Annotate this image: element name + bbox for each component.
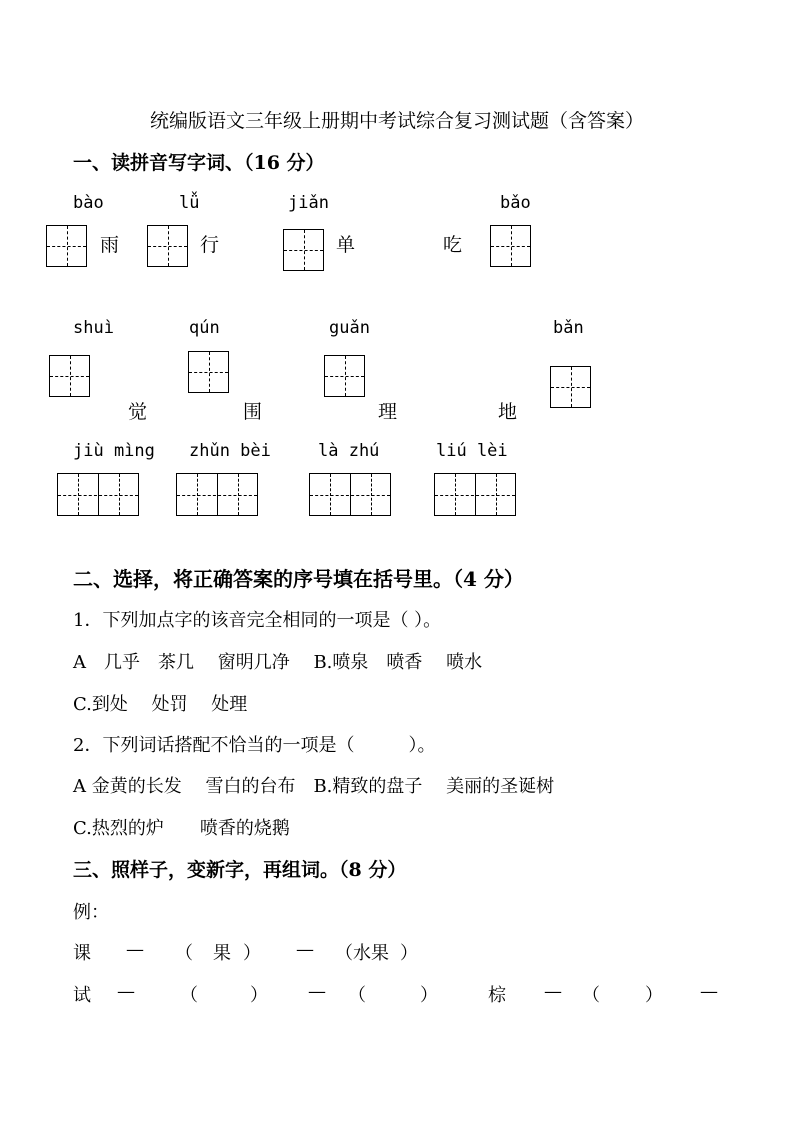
writing-box-double[interactable] [57,473,139,516]
question-2-options-ab: A 金黄的长发 雪白的台布 B.精致的盘子 美丽的圣诞树 [73,776,555,797]
writing-box[interactable] [324,355,365,397]
writing-box[interactable] [490,225,531,267]
dash: — [296,939,314,960]
char-xing: 行 [200,234,220,256]
pinyin-ban: bǎn [553,318,584,338]
writing-box-double[interactable] [309,473,391,516]
exercise-char-zong: 棕 [488,985,506,1006]
pinyin-shui: shuì [73,318,114,338]
pinyin-lazhu: là zhú [318,441,380,461]
writing-box[interactable] [49,355,90,397]
question-1: 1．下列加点字的该音完全相同的一项是（ ）。 [73,610,442,631]
char-yu: 雨 [100,234,120,256]
paren-close: ） [243,943,261,964]
section1-heading: 一、读拼音写字词、（16 分） [73,152,325,174]
pinyin-jiuming: jiù mìng [73,441,155,461]
answer-blank-close: ） [250,985,268,1006]
char-li: 理 [378,401,398,423]
section3-heading: 三、照样子，变新字，再组词。（8 分） [73,859,407,881]
answer-blank-close: ） [645,985,663,1006]
writing-box[interactable] [46,225,87,267]
dash: — [126,939,144,960]
dash: — [117,981,135,1002]
question-1-option-c: C.到处 处罚 处理 [73,694,248,715]
pinyin-lv: lǚ [179,193,200,213]
char-jue: 觉 [128,401,148,423]
question-2-option-c: C.热烈的炉 喷香的烧鹅 [73,818,290,839]
writing-box-double[interactable] [434,473,516,516]
writing-box[interactable] [550,366,591,408]
dash: — [700,981,718,1002]
writing-box-double[interactable] [176,473,258,516]
exercise-char-shi: 试 [73,985,91,1006]
example-answer-word: （水果 [335,943,389,964]
char-chi: 吃 [443,234,463,256]
page-title: 统编版语文三年级上册期中考试综合复习测试题（含答案） [149,110,644,132]
paren-close: ） [400,943,418,964]
pinyin-liulei: liú lèi [436,441,508,461]
char-dan: 单 [336,234,356,256]
dash: — [308,981,326,1002]
pinyin-jian: jiǎn [288,193,329,213]
answer-blank-close: ） [420,985,438,1006]
paren-open: （ [175,943,193,964]
char-wei: 围 [243,401,263,423]
example-label: 例： [73,902,109,923]
pinyin-qun: qún [189,318,220,338]
example-char: 课 [73,943,91,964]
pinyin-guan: guǎn [329,318,370,338]
char-di: 地 [498,401,518,423]
writing-box[interactable] [188,351,229,393]
question-1-options-ab: A 几乎 茶几 窗明几净 B.喷泉 喷香 喷水 [73,652,483,673]
pinyin-zhunbei: zhǔn bèi [189,441,271,461]
section2-heading: 二、选择，将正确答案的序号填在括号里。（4 分） [73,567,524,591]
example-answer-char: 果 [213,943,231,964]
pinyin-bao: bào [73,193,104,213]
answer-blank-open[interactable]: （ [348,985,366,1006]
answer-blank-open[interactable]: （ [180,985,198,1006]
question-2: 2．下列词话搭配不恰当的一项是（ ）。 [73,735,436,756]
answer-blank-open[interactable]: （ [582,985,600,1006]
writing-box[interactable] [147,225,188,267]
pinyin-bao2: bǎo [500,193,531,213]
dash: — [544,981,562,1002]
writing-box[interactable] [283,229,324,271]
